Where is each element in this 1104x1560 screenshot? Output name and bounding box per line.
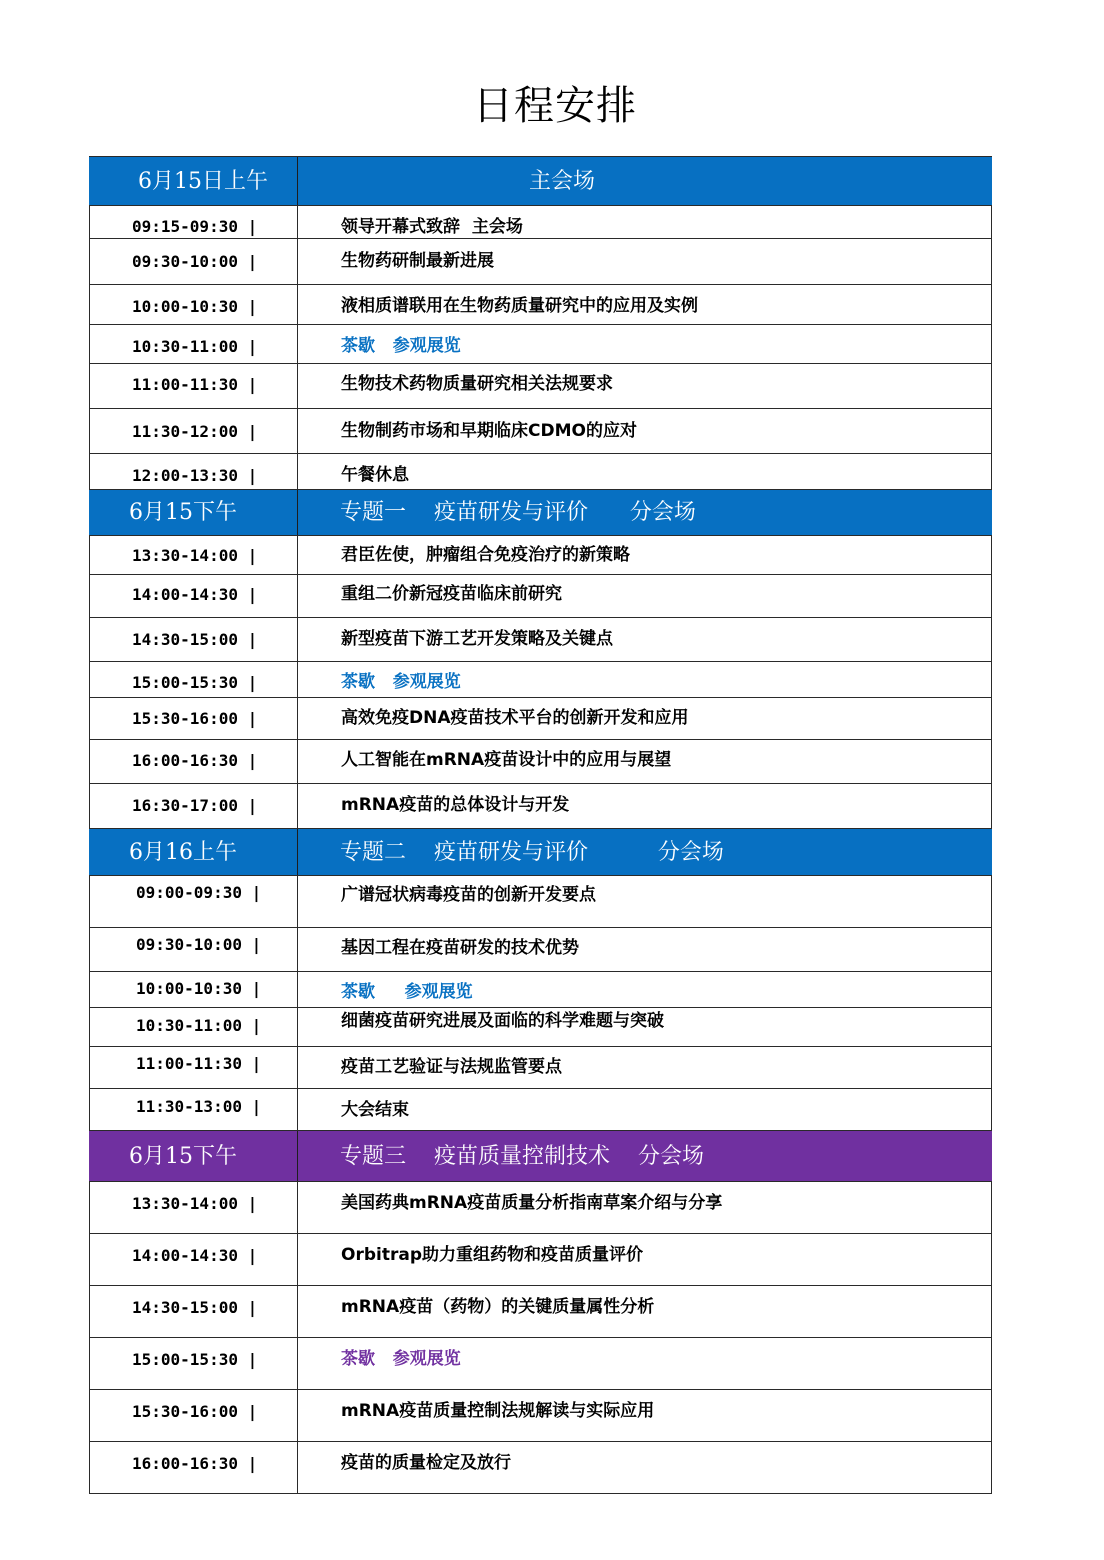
- session-topic: 高效免疫DNA疫苗技术平台的创新开发和应用: [341, 708, 689, 728]
- section-date: 6月15下午: [129, 1144, 237, 1169]
- section-header: [89, 490, 992, 536]
- table-row: [89, 239, 992, 285]
- table-row: [89, 1047, 992, 1089]
- session-topic: 美国药典mRNA疫苗质量分析指南草案介绍与分享: [341, 1193, 723, 1213]
- table-row: [89, 575, 992, 618]
- time-slot: 10:30-11:00 |: [136, 1016, 262, 1035]
- session-topic: 生物药研制最新进展: [341, 251, 494, 271]
- section-date: 6月15下午: [129, 500, 237, 525]
- time-slot: 12:00-13:30 |: [132, 466, 258, 485]
- section-header: [89, 157, 992, 206]
- time-slot: 14:00-14:30 |: [132, 585, 258, 604]
- table-row: [89, 206, 992, 239]
- table-row: [89, 740, 992, 784]
- table-row: [89, 784, 992, 829]
- section-header: [89, 829, 992, 876]
- time-slot: 14:00-14:30 |: [132, 1246, 258, 1265]
- section-date: 6月15日上午: [138, 169, 268, 194]
- time-slot: 15:00-15:30 |: [132, 1350, 258, 1369]
- table-row: [89, 1390, 992, 1442]
- session-topic: mRNA疫苗质量控制法规解读与实际应用: [341, 1401, 655, 1421]
- table-row: [89, 618, 992, 662]
- section-date: 6月16上午: [129, 840, 237, 865]
- session-topic: 人工智能在mRNA疫苗设计中的应用与展望: [341, 750, 672, 770]
- time-slot: 10:00-10:30 |: [132, 297, 258, 316]
- session-topic-break: 茶歇 参观展览: [341, 1349, 461, 1369]
- time-slot: 09:30-10:00 |: [132, 252, 258, 271]
- table-row: [89, 1442, 992, 1494]
- time-slot: 11:00-11:30 |: [132, 375, 258, 394]
- time-slot: 09:15-09:30 |: [132, 217, 258, 236]
- table-row: [89, 1234, 992, 1286]
- table-row: [89, 662, 992, 698]
- time-slot: 15:00-15:30 |: [132, 673, 258, 692]
- table-row: [89, 1089, 992, 1131]
- session-topic: 液相质谱联用在生物药质量研究中的应用及实例: [341, 296, 698, 316]
- time-slot: 16:00-16:30 |: [132, 751, 258, 770]
- time-slot: 13:30-14:00 |: [132, 546, 258, 565]
- time-slot: 15:30-16:00 |: [132, 709, 258, 728]
- time-slot: 14:30-15:00 |: [132, 630, 258, 649]
- time-slot: 09:00-09:30 |: [136, 883, 262, 902]
- session-topic: 生物技术药物质量研究相关法规要求: [341, 374, 613, 394]
- session-topic-break: 茶歇 参观展览: [341, 982, 473, 1002]
- session-topic: mRNA疫苗的总体设计与开发: [341, 795, 570, 815]
- schedule-table: [89, 156, 992, 1494]
- session-topic-break: 茶歇 参观展览: [341, 672, 461, 692]
- table-row: [89, 1008, 992, 1047]
- time-slot: 10:30-11:00 |: [132, 337, 258, 356]
- session-topic: 君臣佐使，肿瘤组合免疫治疗的新策略: [341, 545, 630, 565]
- section-title: 专题一 疫苗研发与评价 分会场: [340, 500, 696, 525]
- time-slot: 14:30-15:00 |: [132, 1298, 258, 1317]
- time-slot: 11:00-11:30 |: [136, 1054, 262, 1073]
- session-topic: 广谱冠状病毒疫苗的创新开发要点: [341, 885, 596, 905]
- session-topic: 新型疫苗下游工艺开发策略及关键点: [341, 629, 613, 649]
- table-row: [89, 928, 992, 972]
- session-topic: 领导开幕式致辞 主会场: [341, 217, 523, 237]
- table-row: [89, 1286, 992, 1338]
- session-topic: 生物制药市场和早期临床CDMO的应对: [341, 421, 637, 441]
- table-row: [89, 1338, 992, 1390]
- session-topic: 基因工程在疫苗研发的技术优势: [341, 938, 579, 958]
- table-row: [89, 972, 992, 1008]
- time-slot: 09:30-10:00 |: [136, 935, 262, 954]
- time-slot: 16:00-16:30 |: [132, 1454, 258, 1473]
- table-row: [89, 325, 992, 364]
- time-slot: 11:30-12:00 |: [132, 422, 258, 441]
- table-row: [89, 364, 992, 409]
- session-topic: 午餐休息: [341, 465, 409, 485]
- session-topic: 大会结束: [341, 1100, 409, 1120]
- table-row: [89, 409, 992, 454]
- table-row: [89, 698, 992, 740]
- session-topic: 重组二价新冠疫苗临床前研究: [341, 584, 562, 604]
- table-row: [89, 876, 992, 928]
- time-slot: 11:30-13:00 |: [136, 1097, 262, 1116]
- section-header: [89, 1131, 992, 1182]
- session-topic: 细菌疫苗研究进展及面临的科学难题与突破: [341, 1011, 664, 1031]
- table-row: [89, 285, 992, 325]
- session-topic: Orbitrap助力重组药物和疫苗质量评价: [341, 1245, 643, 1265]
- page-title: 日程安排: [473, 83, 637, 129]
- time-slot: 10:00-10:30 |: [136, 979, 262, 998]
- table-row: [89, 1182, 992, 1234]
- section-title: 专题三 疫苗质量控制技术 分会场: [340, 1144, 704, 1169]
- session-topic-break: 茶歇 参观展览: [341, 336, 461, 356]
- time-slot: 16:30-17:00 |: [132, 796, 258, 815]
- table-row: [89, 536, 992, 575]
- time-slot: 15:30-16:00 |: [132, 1402, 258, 1421]
- session-topic: mRNA疫苗（药物）的关键质量属性分析: [341, 1297, 655, 1317]
- table-row: [89, 454, 992, 490]
- section-title: 专题二 疫苗研发与评价 分会场: [340, 840, 724, 865]
- time-slot: 13:30-14:00 |: [132, 1194, 258, 1213]
- section-title: 主会场: [529, 169, 596, 194]
- session-topic: 疫苗工艺验证与法规监管要点: [341, 1057, 562, 1077]
- session-topic: 疫苗的质量检定及放行: [341, 1453, 511, 1473]
